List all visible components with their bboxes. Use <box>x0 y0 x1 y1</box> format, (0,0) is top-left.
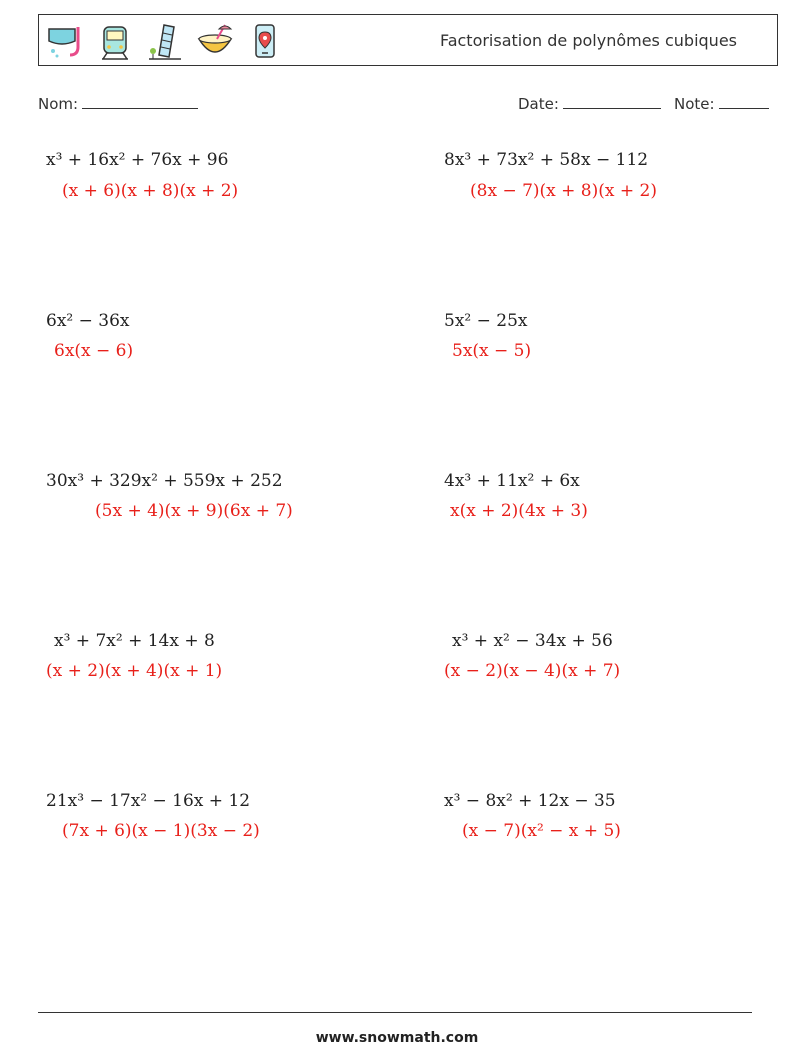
problem-3-question: 6x² − 36x <box>46 311 130 331</box>
problem-2-question: 8x³ + 73x² + 58x − 112 <box>444 150 649 170</box>
problem-5-answer: (5x + 4)(x + 9)(6x + 7) <box>95 501 293 521</box>
date-field <box>518 94 661 113</box>
problem-1-answer: (x + 6)(x + 8)(x + 2) <box>62 181 239 201</box>
problem-2-answer: (8x − 7)(x + 8)(x + 2) <box>470 181 657 201</box>
problem-7-answer: (x + 2)(x + 4)(x + 1) <box>46 661 223 681</box>
header-icons <box>45 21 285 61</box>
tram-icon <box>95 21 135 61</box>
grade-label: Note: <box>674 95 715 113</box>
problem-6-question: 4x³ + 11x² + 6x <box>444 471 580 491</box>
coconut-drink-icon <box>195 21 235 61</box>
problem-10-answer: (x − 7)(x² − x + 5) <box>462 821 621 841</box>
problem-4-question: 5x² − 25x <box>444 311 528 331</box>
grade-field <box>674 94 769 113</box>
name-label: Nom: <box>38 95 79 113</box>
problem-5-question: 30x³ + 329x² + 559x + 252 <box>46 471 283 491</box>
problem-6-answer: x(x + 2)(4x + 3) <box>450 501 588 521</box>
problem-10-question: x³ − 8x² + 12x − 35 <box>444 791 616 811</box>
grade-blank[interactable] <box>719 94 769 109</box>
name-blank[interactable] <box>82 94 198 109</box>
problem-3-answer: 6x(x − 6) <box>54 341 134 361</box>
problem-7-question: x³ + 7x² + 14x + 8 <box>54 631 215 651</box>
snorkel-mask-icon <box>45 21 85 61</box>
problem-8-question: x³ + x² − 34x + 56 <box>452 631 613 651</box>
name-field <box>38 94 198 113</box>
problem-4-answer: 5x(x − 5) <box>452 341 532 361</box>
date-blank[interactable] <box>563 94 661 109</box>
leaning-tower-icon <box>145 21 185 61</box>
footer-divider <box>38 1012 752 1013</box>
problem-8-answer: (x − 2)(x − 4)(x + 7) <box>444 661 621 681</box>
problem-9-answer: (7x + 6)(x − 1)(3x − 2) <box>62 821 260 841</box>
problem-1-question: x³ + 16x² + 76x + 96 <box>46 150 229 170</box>
worksheet-header <box>38 14 778 66</box>
problem-9-question: 21x³ − 17x² − 16x + 12 <box>46 791 251 811</box>
worksheet-title: Factorisation de polynômes cubiques <box>439 31 737 50</box>
footer-site[interactable]: www.snowmath.com <box>315 1030 479 1046</box>
date-label: Date: <box>518 95 559 113</box>
phone-map-pin-icon <box>245 21 285 61</box>
